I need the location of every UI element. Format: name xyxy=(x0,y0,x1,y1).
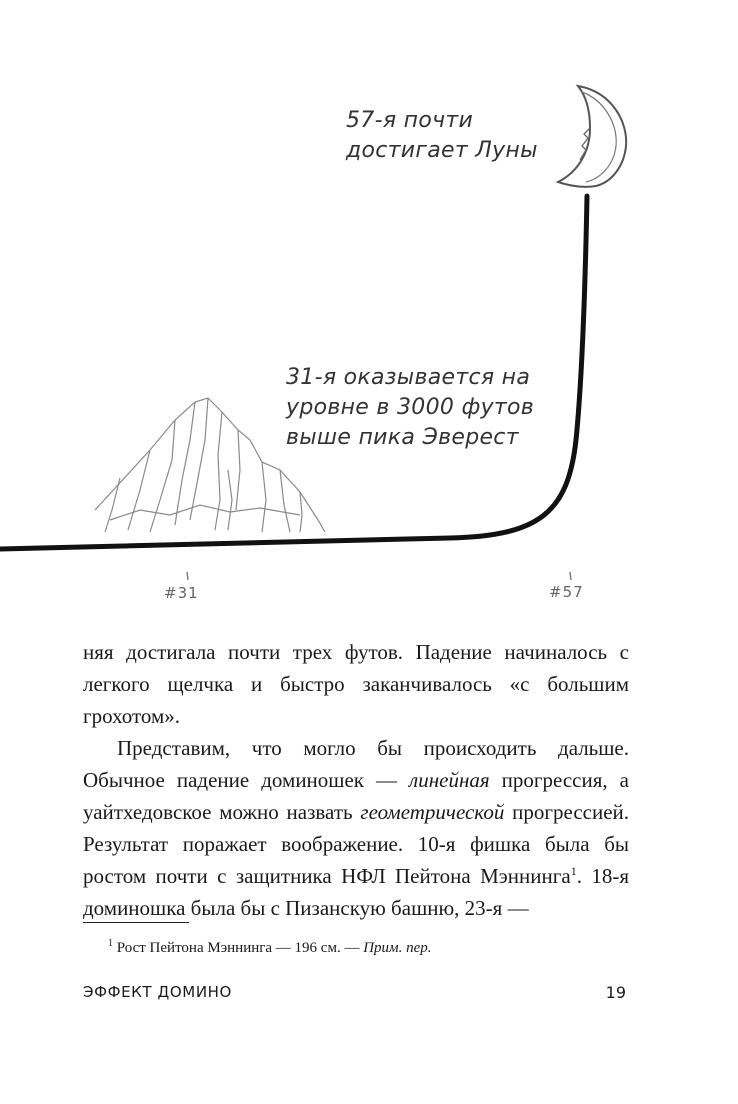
footnote-marker: 1 xyxy=(108,938,113,949)
text-run: прогрессией. Результат поражает воображение. 10-я фишка была бы ростом почти с защитника НФЛ Пейтона Мэннинга xyxy=(83,800,630,888)
moon-caption-line: достигает Луны xyxy=(346,138,538,163)
emphasis-geometric: геометрической xyxy=(360,800,505,824)
text-run: Представим, что могло бы происходить дальше. Обычное падение доминошек — xyxy=(83,736,629,792)
everest-caption-line: выше пика Эверест xyxy=(286,425,519,450)
tick-31 xyxy=(187,572,188,580)
paragraph xyxy=(83,732,629,924)
footnote-note: Прим. пер. xyxy=(363,940,432,956)
footnote-ref[interactable]: 1 xyxy=(570,864,577,878)
footnote xyxy=(108,937,432,959)
moon-caption-line: 57-я почти xyxy=(346,108,474,133)
domino-marker-31: #31 xyxy=(164,584,199,602)
moon-caption xyxy=(346,106,538,166)
text-run: . 18-я доминошка была бы с Пизанскую башню, 23-я — xyxy=(83,864,630,920)
emphasis-linear: линейная xyxy=(409,768,490,792)
tick-57 xyxy=(570,572,571,580)
footnote-divider xyxy=(83,922,189,923)
everest-caption xyxy=(286,363,534,453)
domino-marker-57: #57 xyxy=(549,583,584,601)
text-run: прогрессия, а уайтхедовское можно назвать xyxy=(83,768,629,824)
page-number: 19 xyxy=(605,983,626,1002)
paragraph: няя достигала почти трех футов. Падение начиналось с легкого щелчка и быстро заканчивалось «с большим грохотом». xyxy=(83,640,629,728)
body-text xyxy=(83,636,629,924)
footnote-text: Рост Пейтона Мэннинга — 196 см. — xyxy=(113,940,364,956)
everest-caption-line: 31-я оказывается на xyxy=(286,365,531,390)
running-title: ЭФФЕКТ ДОМИНО xyxy=(83,983,232,1001)
moon-face-icon xyxy=(558,86,626,187)
everest-caption-line: уровне в 3000 футов xyxy=(286,395,535,420)
